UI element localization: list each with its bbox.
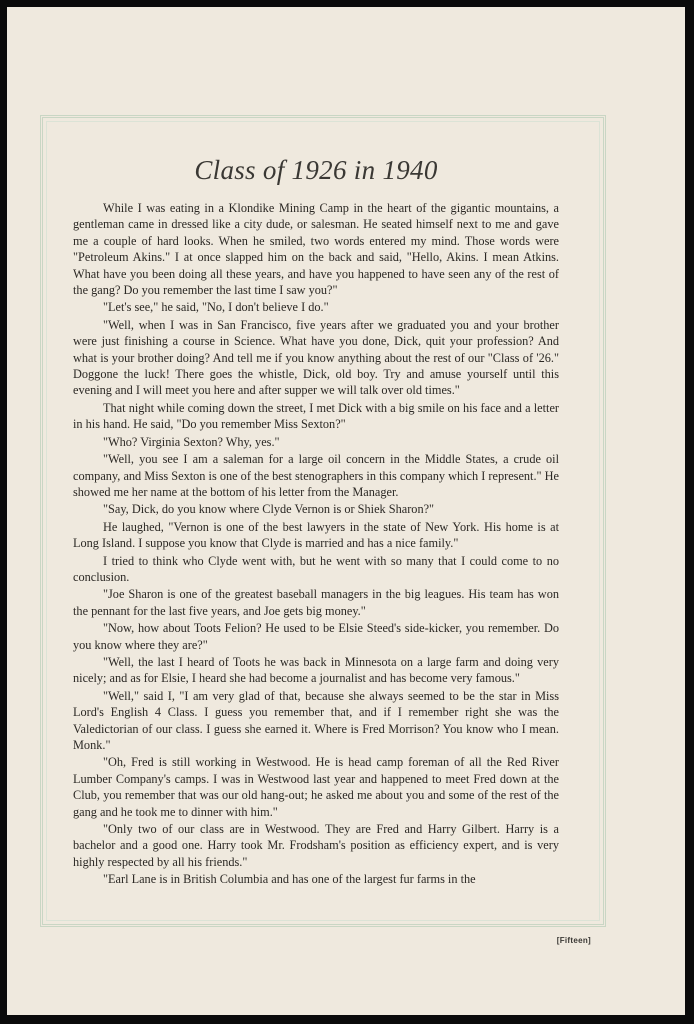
article bbox=[73, 155, 559, 889]
page bbox=[7, 7, 685, 1015]
paragraph: "Oh, Fred is still working in Westwood. He is head camp foreman of all the Red River Lumber Company's camps. I was in Westwood last year and happened to meet Fred down at the Club, you remember that was our old hang-out; he asked me about you and some of the rest of the gang and he took me to dinner with him." bbox=[73, 755, 559, 819]
paragraph: "Let's see," he said, "No, I don't believe I do." bbox=[103, 300, 329, 315]
paragraph: "Say, Dick, do you know where Clyde Vernon is or Shiek Sharon?" bbox=[103, 502, 435, 517]
paragraph: That night while coming down the street, I met Dick with a big smile on his face and a letter in his hand. He said, "Do you remember Miss Sexton?" bbox=[73, 400, 559, 432]
page-number: [Fifteen] bbox=[556, 936, 591, 945]
paragraph: "Well, you see I am a saleman for a large oil concern in the Middle States, a crude oil company, and Miss Sexton is one of the best stenographers in this company which I represent." He showed me her name at the bottom of his letter from the Manager. bbox=[73, 452, 559, 499]
paragraph: "Earl Lane is in British Columbia and has one of the largest fur farms in the bbox=[103, 872, 476, 887]
paragraph: "Who? Virginia Sexton? Why, yes." bbox=[103, 434, 280, 449]
page-title: Class of 1926 in 1940 bbox=[194, 155, 438, 185]
paragraph: "Well, when I was in San Francisco, five years after we graduated you and your brother were just finishing a course in Science. What have you done, Dick, quit your profession? And what is your brother doing? And tell me if you know anything about the rest of our "Class of '26." Doggone the luck! There goes the whistle, Dick, old boy. Try and amuse yourself until this evening and I will meet you here and after supper we will talk over old times." bbox=[73, 317, 559, 398]
paragraph: "Now, how about Toots Felion? He used to be Elsie Steed's side-kicker, you remember. Do you know where they are?" bbox=[73, 621, 559, 652]
paragraph: "Only two of our class are in Westwood. They are Fred and Harry Gilbert. Harry is a bachelor and a good one. Harry took Mr. Frodsham's position as efficiency expert, and is very highly respected by all his friends." bbox=[73, 822, 559, 869]
paragraph: "Well," said I, "I am very glad of that, because she always seemed to be the star in Miss Lord's English 4 Class. I guess you remember that, and if I remember right she was the Valedictorian of our class. I guess she earned it. Where is Fred Morrison? You know who I mean. Monk." bbox=[73, 688, 559, 752]
paragraph: I tried to think who Clyde went with, but he went with so many that I could come to no conclusion. bbox=[73, 553, 559, 584]
paragraph: "Well, the last I heard of Toots he was back in Minnesota on a large farm and doing very nicely; and as for Elsie, I heard she had become a journalist and has become very famous." bbox=[73, 654, 559, 686]
paragraph: He laughed, "Vernon is one of the best lawyers in the state of New York. His home is at Long Island. I suppose you know that Clyde is married and has a nice family." bbox=[73, 519, 559, 551]
paragraph: "Joe Sharon is one of the greatest baseball managers in the big leagues. His team has won the pennant for the last five years, and Joe gets big money." bbox=[73, 587, 559, 618]
paragraph: While I was eating in a Klondike Mining Camp in the heart of the gigantic mountains, a gentleman came in dressed like a city dude, or salesman. He seated himself next to me and gave me a couple of hard looks. When he smiled, two words entered my mind. Those words were "Petroleum Akins." I at once slapped him on the back and said, "Hello, Akins. I mean Atkins. What have you been doing all these years, and have you happened to have seen any of the rest of the gang? Do you remember the last time I saw you?" bbox=[73, 201, 559, 298]
